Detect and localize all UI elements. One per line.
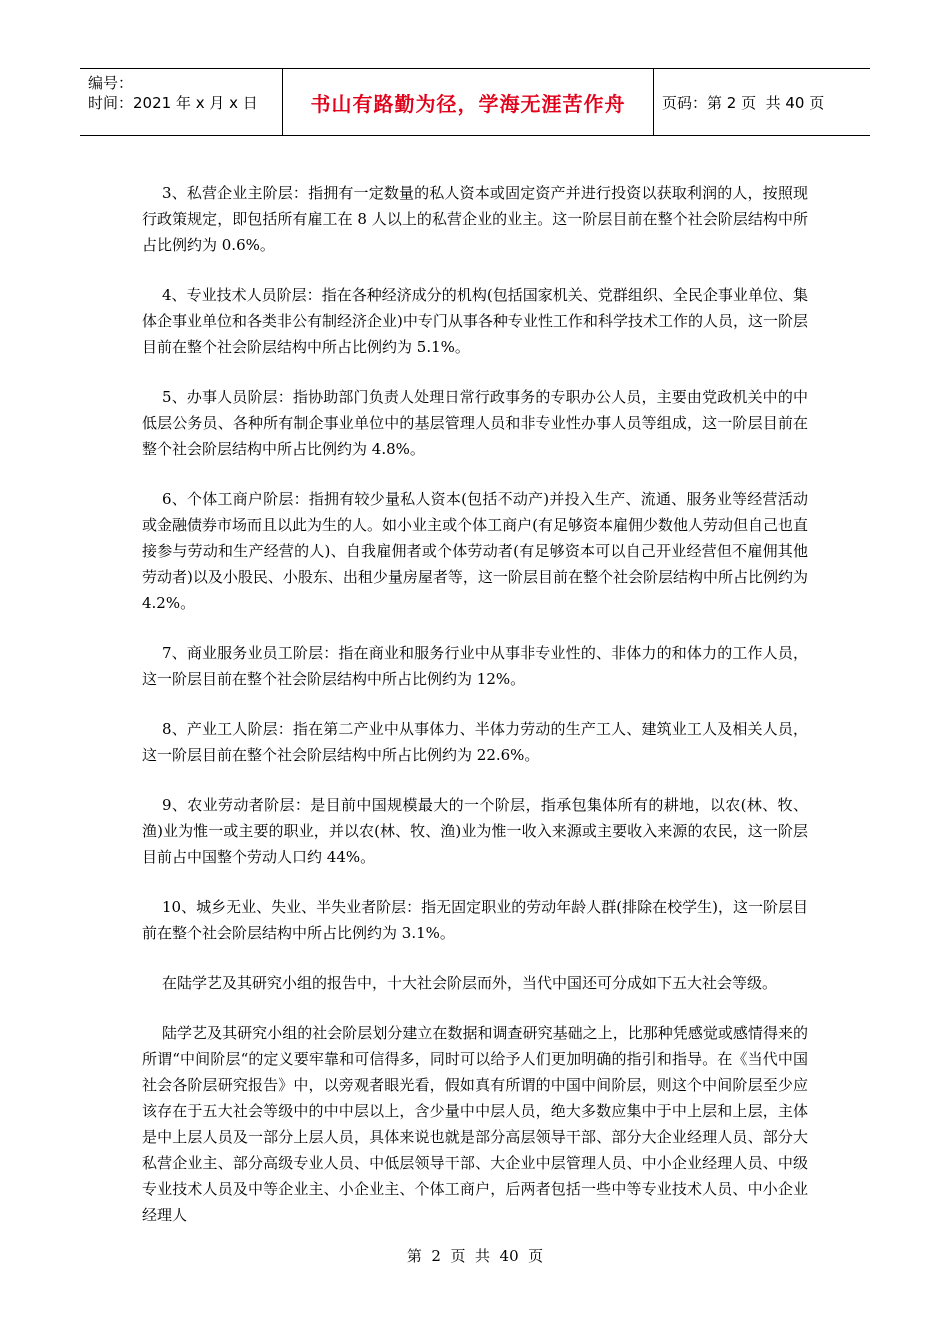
- paragraph: 6、个体工商户阶层：指拥有较少量私人资本(包括不动产)并投入生产、流通、服务业等经营活动或金融债券市场而且以此为生的人。如小业主或个体工商户(有足够资本雇佣少数他人劳动但自己也直接参与劳动和生产经营的人)、自我雇佣者或个体劳动者(有足够资本可以自己开业经营但不雇佣其他劳动者)以及小股民、小股东、出租少量房屋者等，这一阶层目前在整个社会阶层结构中所占比例约为 4.2%。: [142, 490, 808, 612]
- paragraph: 陆学艺及其研究小组的社会阶层划分建立在数据和调查研究基础之上，比那种凭感觉或感情得来的所谓“中间阶层“的定义要牢靠和可信得多，同时可以给予人们更加明确的指引和指导。在《当代中国社会各阶层研究报告》中，以旁观者眼光看，假如真有所谓的中国中间阶层，则这个中间阶层至少应该存在于五大社会等级中的中中层以上，含少量中中层人员，绝大多数应集中于中上层和上层，主体是中上层人员及一部分上层人员，具体来说也就是部分高层领导干部、部分大企业经理人员、部分大私营企业主、部分高级专业人员、中低层领导干部、大企业中层管理人员、中小企业经理人员、中级专业技术人员及中等企业主、小企业主、个体工商户，后两者包括一些中等专业技术人员、中小企业经理人: [142, 1024, 808, 1224]
- paragraph: 5、办事人员阶层：指协助部门负责人处理日常行政事务的专职办公人员，主要由党政机关中的中低层公务员、各种所有制企事业单位中的基层管理人员和非专业性办事人员等组成，这一阶层目前在整个社会阶层结构中所占比例约为 4.8%。: [142, 388, 808, 458]
- paragraph: 4、专业技术人员阶层：指在各种经济成分的机构(包括国家机关、党群组织、全民企事业单位、集体企事业单位和各类非公有制经济企业)中专门从事各种专业性工作和科学技术工作的人员，这一阶层目前在整个社会阶层结构中所占比例约为 5.1%。: [142, 286, 808, 356]
- header-meta: [80, 69, 283, 135]
- document-date: 时间：2021 年 x 月 x 日: [88, 94, 258, 112]
- document-code-label: 编号：: [88, 74, 134, 92]
- paragraph: 9、农业劳动者阶层：是目前中国规模最大的一个阶层，指承包集体所有的耕地，以农(林、牧、渔)业为惟一或主要的职业，并以农(林、牧、渔)业为惟一收入来源或主要收入来源的农民，这一阶层目前占中国整个劳动人口约 44%。: [142, 796, 808, 866]
- header-page-info: 页码：第 2 页 共 40 页: [662, 93, 825, 112]
- paragraph: 7、商业服务业员工阶层：指在商业和服务行业中从事非专业性的、非体力的和体力的工作人员，这一阶层目前在整个社会阶层结构中所占比例约为 12%。: [142, 644, 808, 688]
- paragraph: 3、私营企业主阶层：指拥有一定数量的私人资本或固定资产并进行投资以获取利润的人，按照现行政策规定，即包括所有雇工在 8 人以上的私营企业的业主。这一阶层目前在整个社会阶层结构中所占比例约为 0.6%。: [142, 184, 808, 254]
- document-body: [142, 180, 808, 1252]
- paragraph: 8、产业工人阶层：指在第二产业中从事体力、半体力劳动的生产工人、建筑业工人及相关人员，这一阶层目前在整个社会阶层结构中所占比例约为 22.6%。: [142, 720, 808, 764]
- paragraph: 在陆学艺及其研究小组的报告中，十大社会阶层而外，当代中国还可分成如下五大社会等级。: [162, 974, 778, 992]
- page-header: [80, 68, 870, 136]
- page-footer: 第 2 页 共 40 页: [406, 1247, 544, 1265]
- header-motto: 书山有路勤为径，学海无涯苦作舟: [283, 69, 654, 135]
- paragraph: 10、城乡无业、失业、半失业者阶层：指无固定职业的劳动年龄人群(排除在校学生)，这一阶层目前在整个社会阶层结构中所占比例约为 3.1%。: [142, 898, 808, 942]
